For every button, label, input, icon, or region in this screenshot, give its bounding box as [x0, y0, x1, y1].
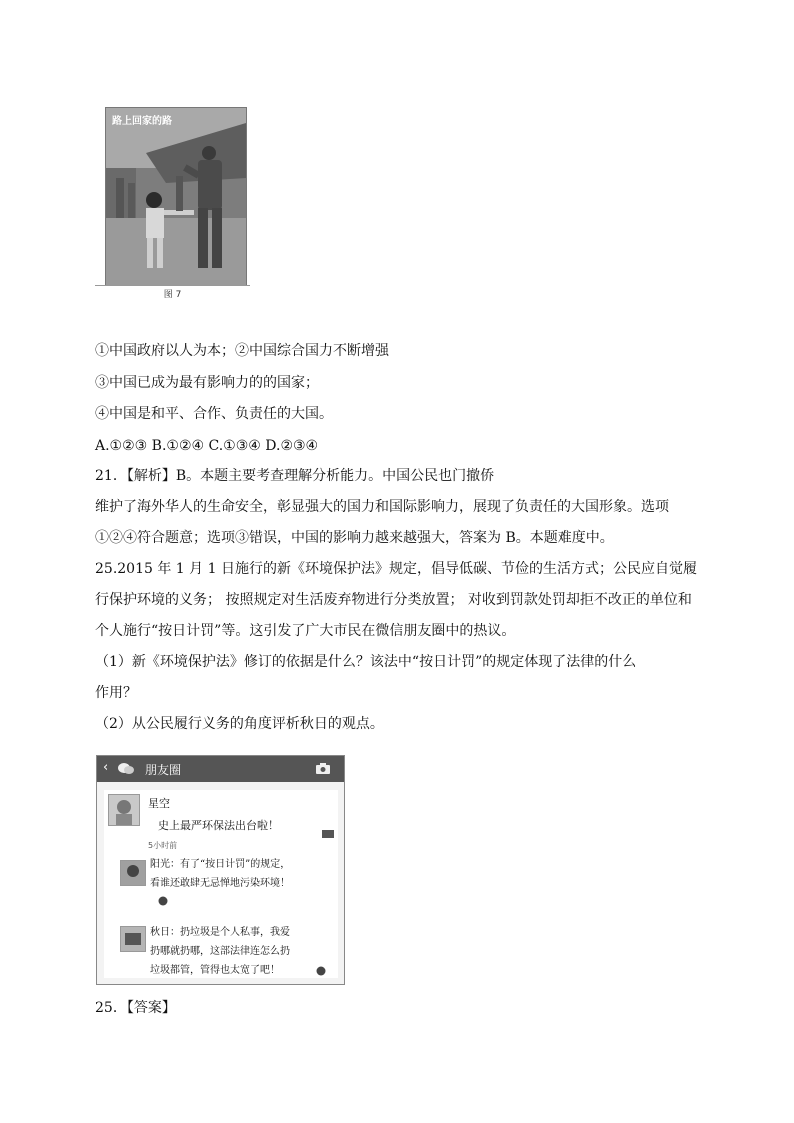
emoji-icon: [158, 896, 168, 906]
avatar-image: [121, 927, 145, 951]
emoji-icon: [316, 966, 326, 976]
wechat-title: 朋友圈: [145, 763, 182, 777]
avatar: [120, 860, 146, 886]
option-line-3: ③中国已成为最有影响力的的国家；: [95, 375, 319, 391]
photo-title: 路上回家的路: [112, 116, 172, 127]
avatar: [120, 926, 146, 952]
figure-caption: 图 7: [95, 285, 250, 300]
analysis-21-line-3: ①②④符合题意；选项③错误，中国的影响力越来越强大，答案为 B。本题难度中。: [95, 530, 614, 546]
answer-25-heading: 25．【答案】: [95, 1000, 176, 1016]
comment-icon: [322, 830, 334, 838]
reply-1-line-2: 看谁还敢肆无忌惮地污染环境！: [150, 878, 290, 889]
reply-2-line-2: 扔哪就扔哪，这部法律连怎么扔: [150, 946, 290, 957]
avatar-image: [109, 795, 139, 825]
question-25-sub2: （2）从公民履行义务的角度评析秋日的观点。: [95, 716, 384, 732]
back-icon: ‹: [103, 760, 109, 775]
wechat-top-bar: [97, 756, 344, 782]
post-text: 史上最严环保法出台啦！: [158, 819, 279, 832]
option-line-1-2: ①中国政府以人为本；②中国综合国力不断增强: [95, 343, 389, 359]
question-25-sub1-a: （1）新《环境保护法》修订的依据是什么？该法中“按日计罚”的规定体现了法律的什么: [95, 654, 637, 670]
camera-icon: [316, 763, 330, 774]
wechat-logo-icon: [117, 762, 135, 775]
figure-7: [95, 107, 250, 300]
analysis-21-line-2: 维护了海外华人的生命安全，彰显强大的国力和国际影响力，展现了负责任的大国形象。选项: [95, 499, 669, 515]
moments-post-card: [104, 790, 338, 978]
question-25-line-3: 个人施行“按日计罚”等。这引发了广大市民在微信朋友圈中的热议。: [95, 623, 516, 639]
avatar-image: [121, 861, 145, 885]
post-time: 5小时前: [148, 841, 178, 850]
question-25-line-2: 行保护环境的义务； 按照规定对生活废弃物进行分类放置； 对收到罚款处罚却拒不改正的单位和: [95, 592, 692, 608]
analysis-21-line-1: 21．【解析】B。本题主要考查理解分析能力。中国公民也门撤侨: [95, 468, 495, 484]
answer-choices: A.①②③ B.①②④ C.①③④ D.②③④: [95, 438, 319, 454]
option-line-4: ④中国是和平、合作、负责任的大国。: [95, 406, 333, 422]
question-25-line-1: 25.2015 年 1 月 1 日施行的新《环境保护法》规定，倡导低碳、节俭的生活方式；公民应自觉履: [95, 561, 697, 577]
wechat-moments-screenshot: [96, 755, 345, 985]
photo-scene: [106, 108, 246, 285]
figure-7-photo: [105, 107, 247, 286]
reply-2-line-1: 秋日：扔垃圾是个人私事，我爱: [150, 927, 290, 938]
question-25-sub1-b: 作用？: [95, 685, 137, 701]
reply-1-line-1: 阳光：有了“按日计罚”的规定，: [150, 859, 291, 870]
reply-2-line-3: 垃圾都管，管得也太宽了吧！: [150, 965, 280, 976]
poster-name: 星空: [148, 797, 170, 810]
avatar: [108, 794, 140, 826]
